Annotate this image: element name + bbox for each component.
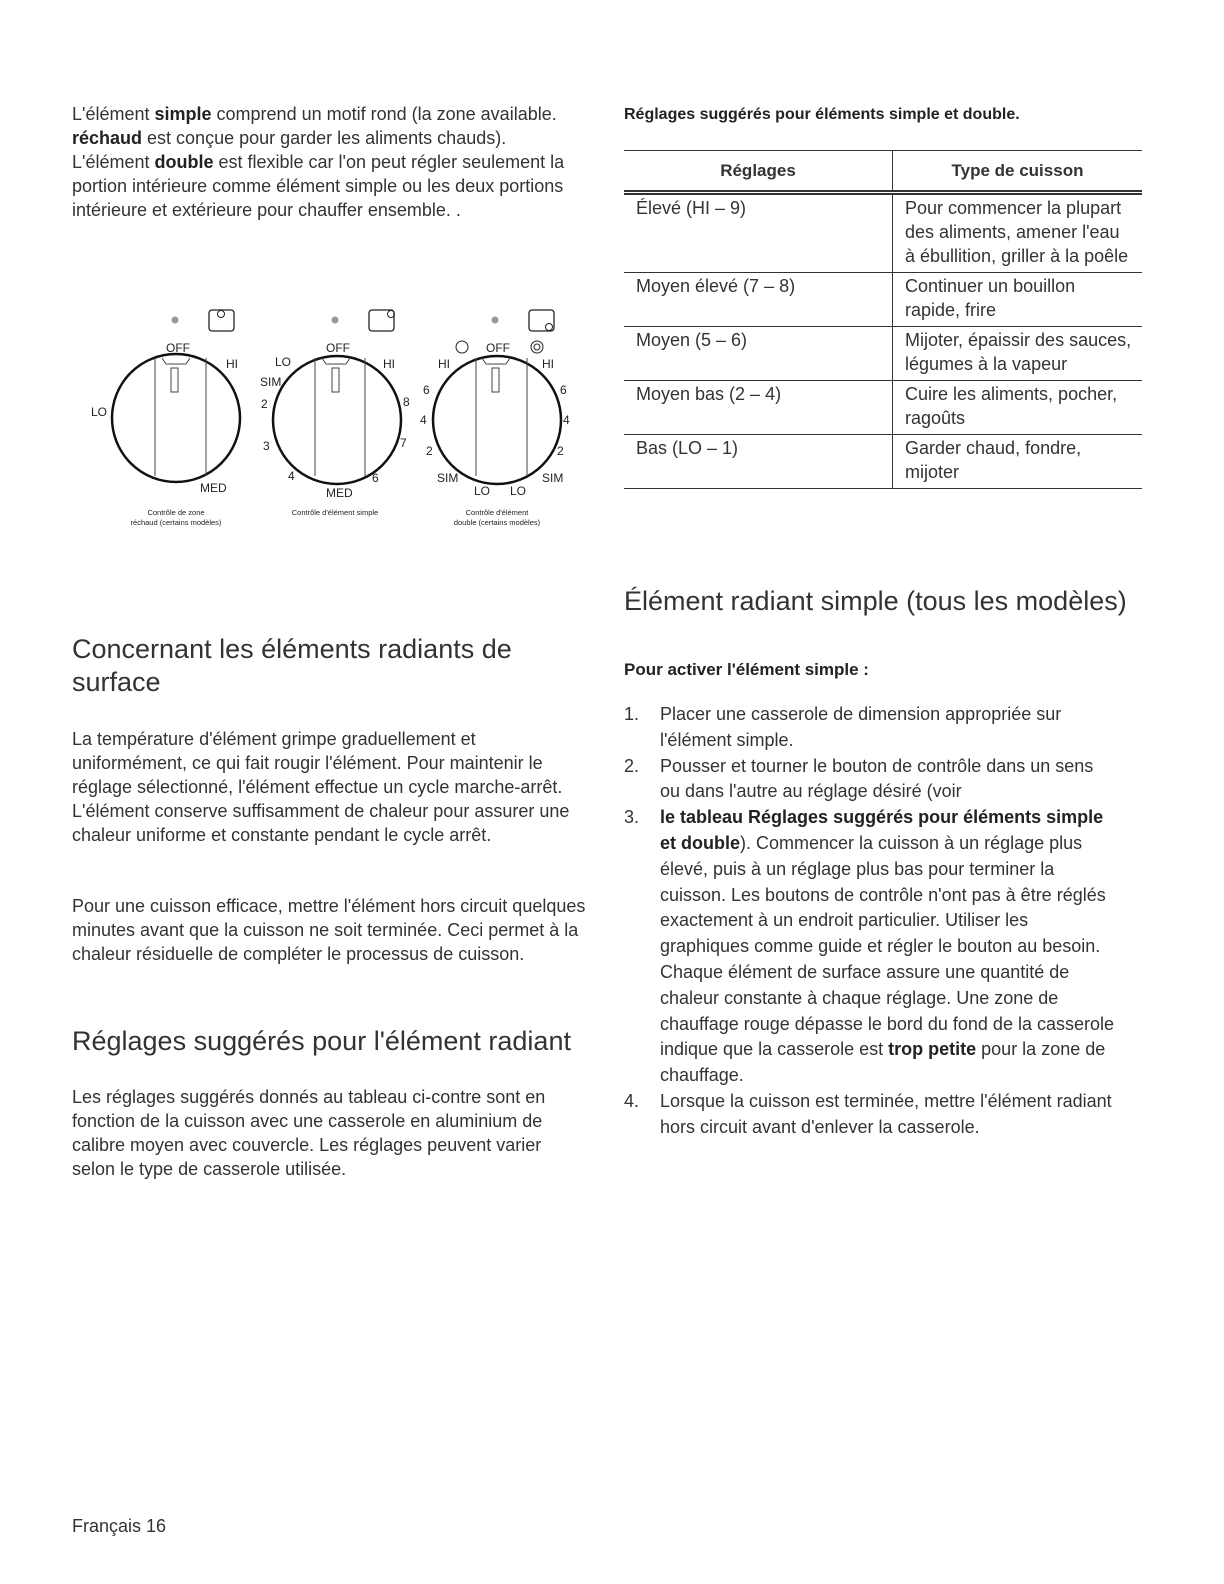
indicator-light-icon xyxy=(332,317,339,324)
knob-warming-zone xyxy=(91,310,240,527)
paragraph: La température d'élément grimpe graduellement et uniformément, ce qui fait rougir l'élément. Pour maintenir le réglage sélectionné, l'élément effectue un cycle marche-arrêt. L'élément conserve suffisamment de chaleur pour assurer une chaleur uniforme et constante pendant le cycle arrêt. xyxy=(72,729,570,845)
knob-label: 4 xyxy=(288,469,295,483)
knob-label: LO xyxy=(275,355,292,369)
step-text: Placer une casserole de dimension appropriée sur l'élément simple. xyxy=(660,704,1062,750)
knob-single-element xyxy=(260,310,410,517)
list-item xyxy=(624,1089,1114,1141)
column-header: Réglages xyxy=(624,151,893,193)
section-heading: Élément radiant simple (tous les modèles) xyxy=(624,586,1127,616)
step-text: Lorsque la cuisson est terminée, mettre l'élément radiant hors circuit avant d'enlever la casserole. xyxy=(660,1090,1112,1137)
caption: Contrôle de zone xyxy=(147,508,205,517)
knob-label: HI xyxy=(438,357,450,371)
single-ring-icon xyxy=(456,341,468,353)
step-text: ). Commencer la cuisson à un réglage plus élevé, puis à un réglage plus bas pour terminer la cuisson. Les boutons de contrôle n'ont pas à être réglés exactement à un endroit particulier. Utiliser les graphiques comme guide et régler le bouton au besoin. Chaque élément de surface assure une quantité de chaleur constante à chaque réglage. Une zone de chauffage rouge dépasse le bord du fond de la casserole indique que la casserole est xyxy=(660,832,1114,1060)
caption: réchaud (certains modèles) xyxy=(130,518,222,527)
text: L'élément xyxy=(72,104,155,124)
knob-label: MED xyxy=(200,481,227,495)
control-knobs-diagram xyxy=(70,290,570,530)
paragraph: Pour une cuisson efficace, mettre l'élément hors circuit quelques minutes avant que la cuisson ne soit terminée. Ceci permet à la chaleur résiduelle de compléter le processus de cuisson. xyxy=(72,896,586,964)
knob-label: 8 xyxy=(403,395,410,409)
knob-label: 2 xyxy=(426,444,433,458)
table-row xyxy=(624,193,1142,273)
zone-icon xyxy=(529,310,554,331)
section-heading: Concernant les éléments radiants de surface xyxy=(72,634,512,697)
step-number: 1. xyxy=(624,704,640,724)
step-text: Pousser et tourner le bouton de contrôle dans un sens ou dans l'autre au réglage désiré (voir xyxy=(660,755,1094,802)
text: comprend un motif rond (la zone available. xyxy=(211,104,557,124)
caption: double (certains modèles) xyxy=(453,518,541,527)
bold-text: simple xyxy=(154,104,212,124)
cell: Mijoter, épaissir des sauces, légumes à la vapeur xyxy=(893,327,1143,381)
bold-text: double xyxy=(154,152,214,172)
step-number: 2. xyxy=(624,755,640,776)
knob-label: OFF xyxy=(486,341,510,355)
cell: Élevé (HI – 9) xyxy=(624,193,893,273)
indicator-light-icon xyxy=(172,317,179,324)
step-number: 3. xyxy=(624,807,640,828)
knob-label: HI xyxy=(383,357,395,371)
intro-paragraph xyxy=(72,102,587,222)
text: est flexible car l'on peut régler seulement la portion intérieure comme élément simple ou les deux portions intérieure et extérieure pour chauffer ensemble. . xyxy=(72,152,565,220)
subheading: Pour activer l'élément simple : xyxy=(624,660,869,679)
table-row xyxy=(624,273,1142,327)
zone-icon xyxy=(369,310,394,331)
knob-label: 6 xyxy=(372,471,379,485)
cell: Moyen bas (2 – 4) xyxy=(624,381,893,435)
knob-label: OFF xyxy=(166,341,190,355)
cell: Pour commencer la plupart des aliments, amener l'eau à ébullition, griller à la poêle xyxy=(893,193,1143,273)
knob-label: 7 xyxy=(400,436,407,450)
table-row xyxy=(624,327,1142,381)
paragraph: Les réglages suggérés donnés au tableau ci-contre sont en fonction de la cuisson avec une casserole en aluminium de calibre moyen avec couvercle. Les réglages peuvent varier selon le type de casserole utilisée. xyxy=(72,1087,546,1179)
cell: Cuire les aliments, pocher, ragoûts xyxy=(893,381,1143,435)
double-ring-icon xyxy=(531,341,543,353)
table-row xyxy=(624,381,1142,435)
bold-text: trop petite xyxy=(888,1039,977,1060)
settings-table xyxy=(624,150,1142,489)
list-item xyxy=(624,702,1114,754)
knob-label: OFF xyxy=(326,341,350,355)
knob-label: SIM xyxy=(437,471,459,485)
list-item xyxy=(624,805,1114,1089)
knob-label: LO xyxy=(91,405,108,419)
knob-label: LO xyxy=(510,484,527,498)
cell: Continuer un bouillon rapide, frire xyxy=(893,273,1143,327)
table-row xyxy=(624,435,1142,489)
knob-label: 4 xyxy=(563,413,570,427)
knob-label: MED xyxy=(326,486,353,500)
section-heading: Réglages suggérés pour l'élément radiant xyxy=(72,1026,571,1056)
knob-label: 2 xyxy=(261,397,268,411)
zone-icon xyxy=(209,310,234,331)
knob-label: 3 xyxy=(263,439,270,453)
knob-label: HI xyxy=(226,357,238,371)
steps-list xyxy=(624,702,1114,1141)
caption: Contrôle d'élément xyxy=(465,508,529,517)
table-title: Réglages suggérés pour éléments simple et double. xyxy=(624,106,1020,123)
cell: Garder chaud, fondre, mijoter xyxy=(893,435,1143,489)
step-text: pour la zone de chauffage. xyxy=(660,1039,1106,1086)
indicator-light-icon xyxy=(492,317,499,324)
knob-label: 2 xyxy=(557,444,564,458)
knob-label: LO xyxy=(474,484,491,498)
knob-label: SIM xyxy=(260,375,282,389)
knob-dual-element xyxy=(420,310,570,527)
list-item xyxy=(624,754,1114,806)
knob-label: HI xyxy=(542,357,554,371)
knob-label: SIM xyxy=(542,471,564,485)
cell: Moyen élevé (7 – 8) xyxy=(624,273,893,327)
knob-label: 6 xyxy=(423,383,430,397)
column-header: Type de cuisson xyxy=(893,151,1143,193)
bold-text: réchaud xyxy=(72,128,143,148)
cell: Bas (LO – 1) xyxy=(624,435,893,489)
bold-text: le tableau Réglages suggérés pour éléments simple et double xyxy=(660,807,1104,853)
cell: Moyen (5 – 6) xyxy=(624,327,893,381)
page-footer: Français 16 xyxy=(72,1516,167,1536)
knob-label: 4 xyxy=(420,413,427,427)
knob-label: 6 xyxy=(560,383,567,397)
step-number: 4. xyxy=(624,1090,640,1111)
caption: Contrôle d'élément simple xyxy=(291,508,379,517)
text: est conçue pour garder les aliments chauds). L'élément xyxy=(72,128,507,172)
